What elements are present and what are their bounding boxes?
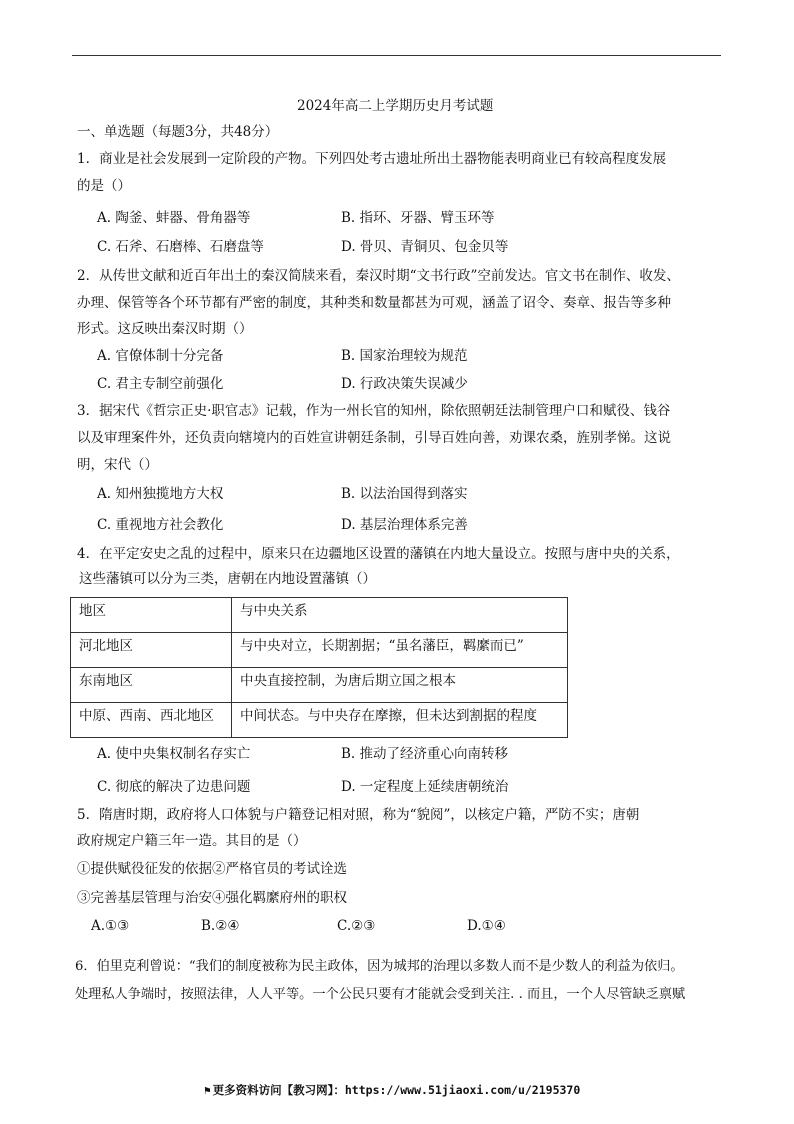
- q3-option-b: B. 以法治国得到落实: [341, 486, 468, 502]
- q2-option-c: C. 君主专制空前强化: [97, 376, 224, 392]
- q3-stem-line1: 3．据宋代《哲宗正史·职官志》记载，作为一州长官的知州，除依照朝廷法制管理户口和赋役、钱谷: [77, 403, 671, 419]
- q3-option-d: D. 基层治理体系完善: [341, 517, 468, 533]
- table-cell-relation: 中间状态。与中央存在摩擦，但未达到割据的程度: [232, 703, 568, 738]
- q4-table: [70, 597, 568, 738]
- q5-option-b: B.②④: [201, 918, 240, 934]
- table-cell-relation: 中央直接控制，为唐后期立国之根本: [232, 668, 568, 703]
- table-cell-region: 东南地区: [71, 668, 232, 703]
- q3-stem-line3: 明，宋代（）: [77, 457, 158, 473]
- q2-stem-line1: 2．从传世文献和近百年出土的秦汉简牍来看，秦汉时期“文书行政”空前发达。官文书在制作、收发、: [77, 268, 680, 284]
- q4-option-b: B. 推动了经济重心向南转移: [341, 746, 509, 762]
- table-header-region: 地区: [71, 598, 232, 633]
- q4-option-d: D. 一定程度上延续唐朝统治: [341, 779, 509, 795]
- q5-option-d: D.①④: [467, 918, 506, 934]
- q4-stem-line2: 这些藩镇可以分为三类，唐朝在内地设置藩镇（）: [79, 571, 376, 587]
- table-row: [71, 668, 568, 703]
- q5-statements-1: ①提供赋役征发的依据②严格官员的考试诠选: [77, 861, 347, 877]
- q5-stem-line2: 政府规定户籍三年一造。其目的是（）: [77, 833, 307, 849]
- table-cell-region: 河北地区: [71, 633, 232, 668]
- q3-option-c: C. 重视地方社会教化: [97, 517, 224, 533]
- q6-stem-line2: 处理私人争端时，按照法律，人人平等。一个公民只要有才能就会受到关注. . 而且，一个人尽管缺乏禀赋: [75, 987, 686, 1002]
- table-row: [71, 598, 568, 633]
- q3-option-a: A. 知州独揽地方大权: [97, 486, 224, 502]
- q1-option-c: C. 石斧、石磨棒、石磨盘等: [97, 239, 264, 255]
- q1-option-b: B. 指环、牙器、臂玉环等: [341, 210, 495, 226]
- q5-stem-line1: 5．隋唐时期，政府将人口体貌与户籍登记相对照，称为“貌阅”，以核定户籍，严防不实；唐朝: [77, 807, 640, 823]
- q1-option-a: A. 陶釜、蚌器、骨角器等: [97, 210, 251, 226]
- footer-link[interactable]: [204, 1082, 580, 1098]
- q3-stem-line2: 以及审理案件外，还负责向辖境内的百姓宣讲朝廷条制，引导百姓向善，劝课农桑，旌别孝悌。这说: [77, 430, 671, 446]
- q2-stem-line2: 办理、保管等各个环节都有严密的制度，其种类和数量都甚为可观，涵盖了诏令、奏章、报告等多种: [77, 295, 671, 311]
- header-rule: [72, 55, 721, 56]
- table-header-relation: 与中央关系: [232, 598, 568, 633]
- page-title: 2024年高二上学期历史月考试题: [297, 98, 494, 114]
- q5-option-a: A.①③: [91, 918, 130, 934]
- footer-text: 更多资料访问【教习网】：https://www.51jiaoxi.com/u/2195370: [212, 1083, 581, 1097]
- q1-stem-line1: 1．商业是社会发展到一定阶段的产物。下列四处考古遗址所出土器物能表明商业已有较高程度发展: [77, 151, 667, 167]
- q2-stem-line3: 形式。这反映出秦汉时期（）: [77, 321, 253, 337]
- section-heading: 一、单选题（每题3分，共48分）: [77, 124, 279, 140]
- table-cell-relation: 与中央对立，长期割据；“虽名藩臣，羁縻而已”: [232, 633, 568, 668]
- q4-option-c: C. 彻底的解决了边患问题: [97, 779, 251, 795]
- q5-statements-2: ③完善基层管理与治安④强化羁縻府州的职权: [77, 890, 347, 906]
- q2-option-d: D. 行政决策失误减少: [341, 376, 468, 392]
- q2-option-a: A. 官僚体制十分完备: [97, 348, 224, 364]
- q1-option-d: D. 骨贝、青铜贝、包金贝等: [341, 239, 509, 255]
- table-row: [71, 703, 568, 738]
- q5-option-c: C.②③: [337, 918, 376, 934]
- table-cell-region: 中原、西南、西北地区: [71, 703, 232, 738]
- flag-icon: ⚑: [204, 1084, 211, 1097]
- q4-option-a: A. 使中央集权制名存实亡: [97, 746, 251, 762]
- q2-option-b: B. 国家治理较为规范: [341, 348, 468, 364]
- table-row: [71, 633, 568, 668]
- q4-stem-line1: 4．在平定安史之乱的过程中，原来只在边疆地区设置的藩镇在内地大量设立。按照与唐中央的关系，: [77, 546, 680, 562]
- q1-stem-line2: 的是（）: [77, 178, 131, 194]
- q6-stem-line1: 6．伯里克利曾说：“我们的制度被称为民主政体，因为城邦的治理以多数人而不是少数人的利益为依归。: [75, 959, 684, 974]
